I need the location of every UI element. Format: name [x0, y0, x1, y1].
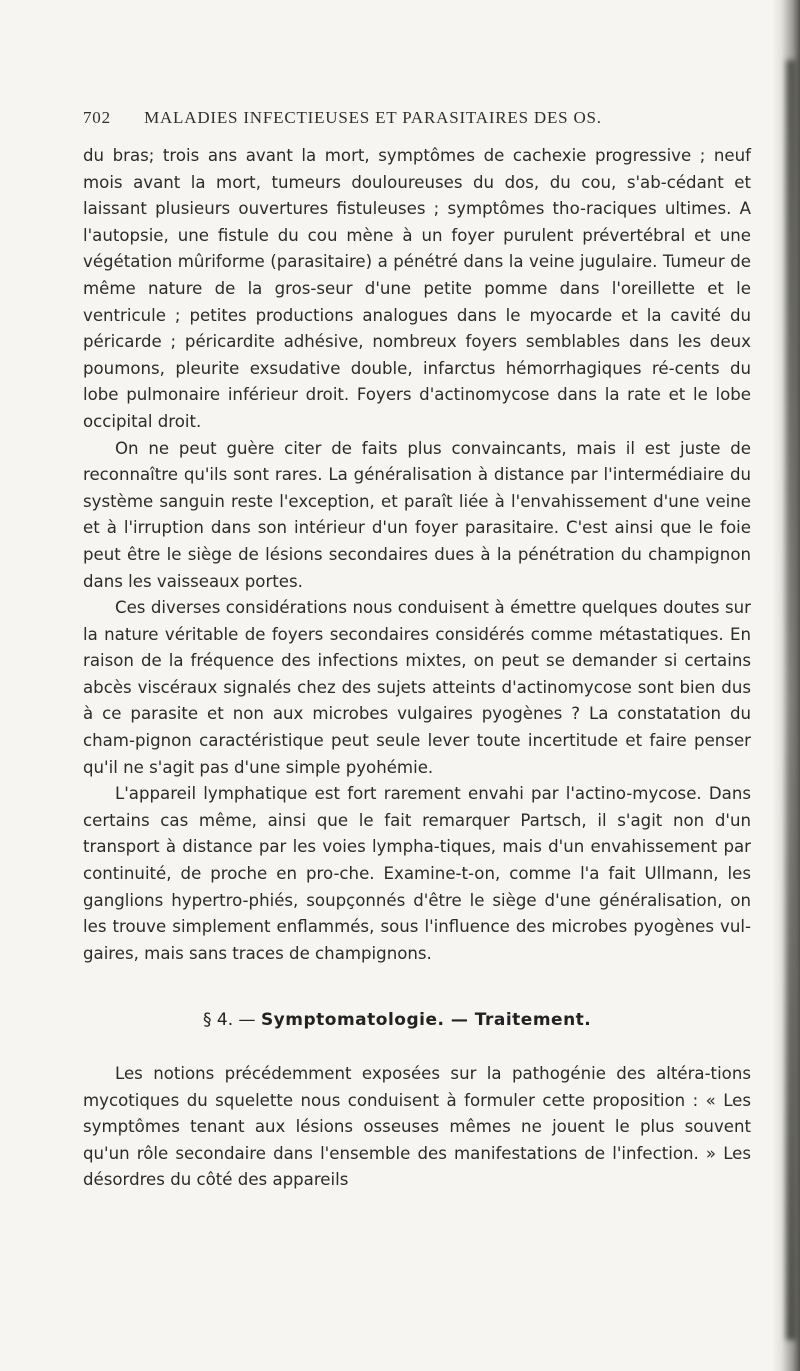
paragraph-4: L'appareil lymphatique est fort rarement envahi par l'actino-mycose. Dans certains cas même, ainsi que le fait remarquer Partsch, il s'agit non d'un transport à distance par les voies lympha-tiques, mais d'un envahissement par continuité, de proche en pro-che. Examine-t-on, comme l'a fait Ullmann, les ganglions hypertro-phiés, soupçonnés d'être le siège d'une généralisation, on les trouve simplement enflammés, sous l'influence des microbes pyogènes vul-gaires, mais sans traces de champignons. — [83, 784, 751, 963]
section-heading — [83, 1010, 751, 1038]
section-title-text: Symptomatologie. — Traitement. — [260, 1010, 592, 1030]
page-header — [83, 108, 663, 136]
section-number: § 4. — — [203, 1010, 256, 1030]
main-text — [83, 143, 751, 967]
book-spine-shadow — [786, 60, 796, 1340]
paragraph-2: On ne peut guère citer de faits plus convaincants, mais il est juste de reconnaître qu'ils sont rares. La généralisation à distance par l'intermédiaire du système sanguin reste l'exception, et paraît liée à l'envahissement d'une veine et à l'irruption dans son intérieur d'un foyer parasitaire. C'est ainsi que le foie peut être le siège de lésions secondaires dues à la pénétration du champignon dans les vaisseaux portes. — [83, 438, 751, 591]
running-head: MALADIES INFECTIEUSES ET PARASITAIRES DES OS. — [144, 108, 602, 127]
section-text — [83, 1061, 751, 1194]
paragraph-1: du bras; trois ans avant la mort, symptômes de cachexie progressive ; neuf mois avant la mort, tumeurs douloureuses du dos, du cou, s'ab-cédant et laissant plusieurs ouvertures fistuleuses ; symptômes tho-raciques ultimes. A l'autopsie, une fistule du cou mène à un foyer purulent prévertébral et une végétation mûriforme (parasitaire) a pénétré dans la veine jugulaire. Tumeur de même nature de la gros-seur d'une petite pomme dans l'oreillette et le ventricule ; petites productions analogues dans le myocarde et la cavité du péricarde ; péricardite adhésive, nombreux foyers semblables dans les deux poumons, pleurite exsudative double, infarctus hémorrhagiques ré-cents du lobe pulmonaire inférieur droit. Foyers d'actinomycose dans la rate et le lobe occipital droit. — [83, 146, 751, 431]
paragraph-3: Ces diverses considérations nous conduisent à émettre quelques doutes sur la nature véritable de foyers secondaires considérés comme métastatiques. En raison de la fréquence des infections mixtes, on peut se demander si certains abcès viscéraux signalés chez des sujets atteints d'actinomycose sont bien dus à ce parasite et non aux microbes vulgaires pyogènes ? La constatation du cham-pignon caractéristique peut seule lever toute incertitude et faire penser qu'il ne s'agit pas d'une simple pyohémie. — [83, 598, 751, 777]
paragraph-5: Les notions précédemment exposées sur la pathogénie des altéra-tions mycotiques du squelette nous conduisent à formuler cette proposition : « Les symptômes tenant aux lésions osseuses mêmes ne jouent le plus souvent qu'un rôle secondaire dans l'ensemble des manifestations de l'infection. » Les désordres du côté des appareils — [83, 1064, 751, 1190]
page-number: 702 — [83, 108, 111, 127]
